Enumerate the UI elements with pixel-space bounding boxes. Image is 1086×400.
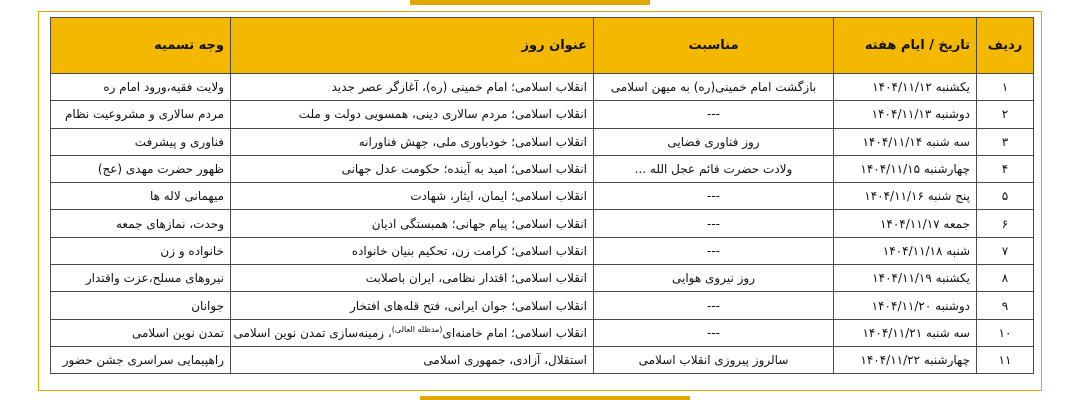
cell-date: دوشنبه ۱۴۰۴/۱۱/۲۰ bbox=[834, 292, 977, 319]
occasions-table bbox=[50, 17, 1034, 374]
table-row bbox=[51, 319, 1034, 346]
table-row bbox=[51, 346, 1034, 373]
cell-occasion: --- bbox=[594, 183, 834, 210]
cell-day-title: انقلاب اسلامی؛ امید به آینده؛ حکومت عدل جهانی bbox=[231, 155, 594, 182]
title-superscript: (مدظله العالی) bbox=[391, 325, 443, 335]
cell-occasion: --- bbox=[594, 210, 834, 237]
cell-day-title: انقلاب اسلامی؛ کرامت زن، تحکیم بنیان خانواده bbox=[231, 237, 594, 264]
cell-date: سه شنبه ۱۴۰۴/۱۱/۱۴ bbox=[834, 128, 977, 155]
table-row bbox=[51, 128, 1034, 155]
cell-naming-reason: جوانان bbox=[51, 292, 231, 319]
cell-occasion: روز نیروی هوایی bbox=[594, 265, 834, 292]
cell-row-number: ۷ bbox=[977, 237, 1034, 264]
table-row bbox=[51, 155, 1034, 182]
header-occasion: مناسبت bbox=[594, 18, 834, 74]
cell-day-title: انقلاب اسلامی؛ ایمان، ایثار، شهادت bbox=[231, 183, 594, 210]
cell-date: چهارشنبه ۱۴۰۴/۱۱/۲۲ bbox=[834, 346, 977, 373]
cell-row-number: ۱۰ bbox=[977, 319, 1034, 346]
cell-occasion: --- bbox=[594, 101, 834, 128]
table-row bbox=[51, 292, 1034, 319]
cell-day-title: انقلاب اسلامی؛ امام خمینی (ره)، آغازگر عصر جدید bbox=[231, 74, 594, 101]
cell-day-title: انقلاب اسلامی؛ مردم سالاری دینی، همسویی دولت و ملت bbox=[231, 101, 594, 128]
cell-naming-reason: راهپیمایی سراسری جشن حضور bbox=[51, 346, 231, 373]
cell-occasion: بازگشت امام خمینی(ره) به میهن اسلامی bbox=[594, 74, 834, 101]
cell-row-number: ۱۱ bbox=[977, 346, 1034, 373]
cell-date: شنبه ۱۴۰۴/۱۱/۱۸ bbox=[834, 237, 977, 264]
cell-row-number: ۳ bbox=[977, 128, 1034, 155]
bottom-accent-bar bbox=[420, 396, 690, 400]
cell-naming-reason: ولایت فقیه،ورود امام ره bbox=[51, 74, 231, 101]
table-row bbox=[51, 101, 1034, 128]
cell-naming-reason: میهمانی لاله ها bbox=[51, 183, 231, 210]
cell-occasion: --- bbox=[594, 319, 834, 346]
cell-naming-reason: مردم سالاری و مشروعیت نظام bbox=[51, 101, 231, 128]
cell-naming-reason: وحدت، نمازهای جمعه bbox=[51, 210, 231, 237]
table-row bbox=[51, 183, 1034, 210]
title-text-rest: ، زمینه‌سازی تمدن نوین اسلامی bbox=[233, 326, 392, 341]
header-naming-reason: وجه تسمیه bbox=[51, 18, 231, 74]
table-row bbox=[51, 74, 1034, 101]
cell-row-number: ۵ bbox=[977, 183, 1034, 210]
header-day-title: عنوان روز bbox=[231, 18, 594, 74]
cell-row-number: ۱ bbox=[977, 74, 1034, 101]
cell-day-title: انقلاب اسلامی؛ جوان ایرانی، فتح قله‌های افتخار bbox=[231, 292, 594, 319]
title-text: انقلاب اسلامی؛ امام خامنه‌ای bbox=[442, 326, 587, 341]
cell-row-number: ۸ bbox=[977, 265, 1034, 292]
cell-date: سه شنبه ۱۴۰۴/۱۱/۲۱ bbox=[834, 319, 977, 346]
cell-row-number: ۴ bbox=[977, 155, 1034, 182]
cell-row-number: ۹ bbox=[977, 292, 1034, 319]
cell-day-title: انقلاب اسلامی؛ پیام جهانی؛ همبستگی ادیان bbox=[231, 210, 594, 237]
cell-day-title: استقلال، آزادی، جمهوری اسلامی bbox=[231, 346, 594, 373]
cell-row-number: ۶ bbox=[977, 210, 1034, 237]
cell-day-title: انقلاب اسلامی؛ خودباوری ملی، جهش فناورانه bbox=[231, 128, 594, 155]
cell-occasion: روز فناوری فضایی bbox=[594, 128, 834, 155]
cell-naming-reason: فناوری و پیشرفت bbox=[51, 128, 231, 155]
table-row bbox=[51, 210, 1034, 237]
cell-date: چهارشنبه ۱۴۰۴/۱۱/۱۵ bbox=[834, 155, 977, 182]
cell-naming-reason: نیروهای مسلح،عزت واقتدار bbox=[51, 265, 231, 292]
cell-date: دوشنبه ۱۴۰۴/۱۱/۱۳ bbox=[834, 101, 977, 128]
table-row bbox=[51, 265, 1034, 292]
cell-occasion: سالروز پیروزی انقلاب اسلامی bbox=[594, 346, 834, 373]
header-row-number: ردیف bbox=[977, 18, 1034, 74]
cell-naming-reason: تمدن نوین اسلامی bbox=[51, 319, 231, 346]
cell-naming-reason: ظهور حضرت مهدی (عج) bbox=[51, 155, 231, 182]
cell-occasion: ولادت حضرت قائم عجل الله ... bbox=[594, 155, 834, 182]
cell-occasion: --- bbox=[594, 237, 834, 264]
cell-date: یکشنبه ۱۴۰۴/۱۱/۱۹ bbox=[834, 265, 977, 292]
table-row bbox=[51, 237, 1034, 264]
table-header-row bbox=[51, 18, 1034, 74]
cell-day-title: انقلاب اسلامی؛ اقتدار نظامی، ایران باصلابت bbox=[231, 265, 594, 292]
top-accent-bar bbox=[410, 0, 650, 5]
cell-row-number: ۲ bbox=[977, 101, 1034, 128]
cell-day-title bbox=[231, 319, 594, 346]
cell-occasion: --- bbox=[594, 292, 834, 319]
cell-date: جمعه ۱۴۰۴/۱۱/۱۷ bbox=[834, 210, 977, 237]
header-date: تاریخ / ایام هفته bbox=[834, 18, 977, 74]
cell-date: یکشنبه ۱۴۰۴/۱۱/۱۲ bbox=[834, 74, 977, 101]
cell-naming-reason: خانواده و زن bbox=[51, 237, 231, 264]
cell-date: پنج شنبه ۱۴۰۴/۱۱/۱۶ bbox=[834, 183, 977, 210]
